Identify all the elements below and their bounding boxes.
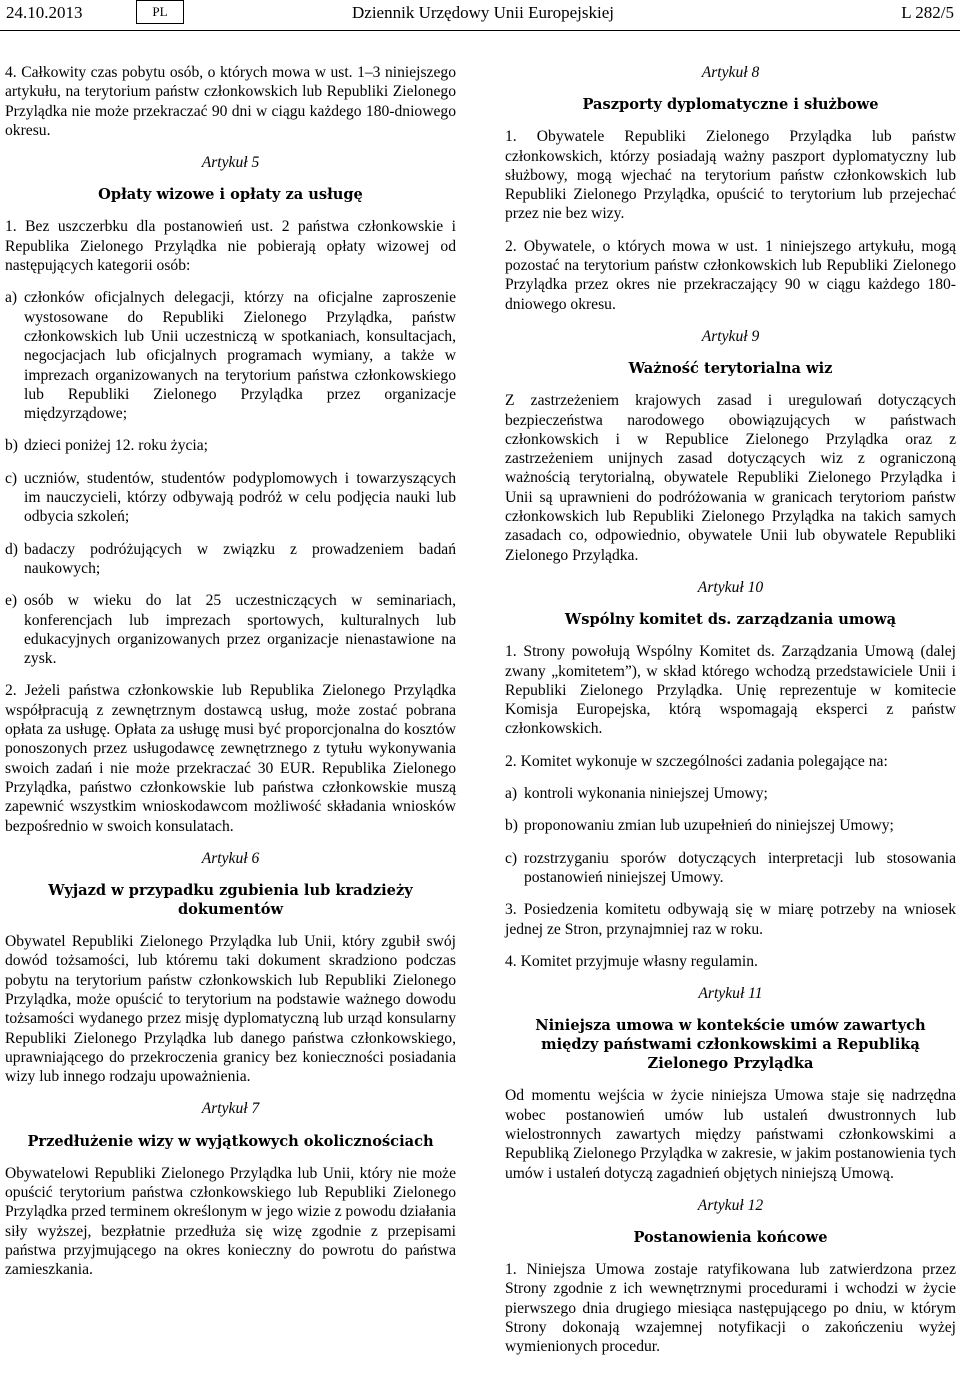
list-text: rozstrzyganiu sporów dotyczących interpretacji lub stosowania postanowień niniejszej Umowy. — [524, 849, 956, 886]
article-number: Artykuł 11 — [698, 985, 763, 1003]
paragraph: Od momentu wejścia w życie niniejsza Umowa staje się nadrzędna wobec postanowień umów lub ustaleń dwustronnych lub wielostronnych zawartych między państwami członkowskimi a Republiką Zielonego Przylądka w zakresie, w jakim postanowienia tych umów i ustaleń dotyczą zagadnień objętych niniejszą Umową. — [505, 1087, 956, 1182]
article-number: Artykuł 10 — [697, 578, 764, 596]
paragraph: 1. Bez uszczerbku dla postanowień ust. 2 państwa członkowskie i Republika Zielonego Przylądka nie pobierają opłaty wizowej od następujących kategorii osób: — [5, 218, 456, 275]
header-rule — [0, 30, 960, 31]
list-item — [505, 816, 956, 835]
list-item — [505, 849, 956, 888]
article-title: Paszporty dyplomatyczne i służbowe — [582, 96, 879, 114]
article-number: Artykuł 8 — [701, 64, 760, 81]
paragraph: Z zastrzeżeniem krajowych zasad i uregulowań dotyczących bezpieczeństwa narodowego obowiązujących w państwach członkowskich i w Republice Zielonego Przylądka oraz z zastrzeżeniem unijnych zasad dotyczących wiz z ograniczoną ważnością terytorialną, obywatele Republiki Zielonego Przylądka i Unii są uprawnieni do podróżowania w granicach terytoriom państw członkowskich lub Republiki Zielonego Przylądka na takich samych zasadach co, odpowiednio, obywatele Unii lub obywatele Republiki Zielonego Przylądka. — [505, 392, 956, 564]
right-column — [505, 63, 956, 1370]
article-number: Artykuł 9 — [701, 327, 760, 345]
list-label: b) — [5, 437, 18, 455]
language-badge: PL — [136, 0, 184, 24]
list-text: uczniów, studentów, studentów podyplomowych i towarzyszących im nauczycieli, którzy odbywają podróż w celu podjęcia nauki lub odbycia szkoleń; — [24, 469, 456, 526]
list-label: d) — [5, 540, 18, 558]
journal-title: Dziennik Urzędowy Unii Europejskiej — [352, 3, 615, 22]
article-number: Artykuł 5 — [201, 154, 260, 172]
list-item — [505, 784, 956, 803]
page-header — [0, 0, 960, 30]
list-item — [5, 436, 456, 455]
list-label: c) — [505, 849, 518, 867]
paragraph: 1. Obywatele Republiki Zielonego Przylądka lub państw członkowskich, którzy posiadają ważny paszport dyplomatyczny lub służbowy, mogą wjechać na terytorium państw członkowskich lub Republiki Zielonego Przylądka, opuścić to terytorium lub przejechać przez nie bez wizy. — [505, 128, 956, 223]
paragraph: 3. Posiedzenia komitetu odbywają się w miarę potrzeby na wniosek jednej ze Stron, przynajmniej raz w roku. — [505, 901, 956, 938]
list-item — [5, 540, 456, 579]
article-title: Wspólny komitet ds. zarządzania umową — [564, 611, 897, 629]
list-item — [5, 591, 456, 668]
list-text: dzieci poniżej 12. roku życia; — [24, 437, 209, 455]
paragraph: 2. Jeżeli państwa członkowskie lub Republika Zielonego Przylądka współpracują z zewnętrznym dostawcą usług, może zostać pobrana opłata za usługę. Opłata za usługę musi być proporcjonalna do kosztów ponoszonych przez usługodawcę zewnętrznego z tytułu wykonywania swoich zadań i nie może przekraczać 30 EUR. Republika Zielonego Przylądka, państwo członkowskie lub państwa członkowskie muszą zapewnić wszystkim wnioskodawcom możliwość składania wniosków bezpośrednio w swoich konsulatach. — [5, 682, 456, 835]
issue-date: 24.10.2013 — [6, 3, 83, 22]
list-label: b) — [505, 817, 518, 835]
left-column — [5, 63, 456, 1293]
paragraph: 1. Niniejsza Umowa zostaje ratyfikowana lub zatwierdzona przez Strony zgodnie z ich wewnętrznymi procedurami i wchodzi w życie pierwszego dnia drugiego miesiąca następującego po dniu, w którym Strony dokonają wzajemnej notyfikacji o zakończeniu wyżej wymienionych procedur. — [505, 1261, 956, 1356]
article-title: Przedłużenie wizy w wyjątkowych okolicznościach — [27, 1132, 434, 1150]
list-label: a) — [505, 785, 518, 803]
article-title: Wyjazd w przypadku zgubienia lub kradzieży dokumentów — [48, 882, 413, 919]
paragraph: Obywatel Republiki Zielonego Przylądka lub Unii, który zgubił swój dowód tożsamości, lub któremu taki dokument skradziono podczas pobytu na terytorium państw członkowskich lub Republiki Zielonego Przylądka, może opuścić to terytorium na podstawie ważnego dowodu tożsamości wydanego przez misję dyplomatyczną lub urząd konsularny Republiki Zielonego Przylądka lub danego państwa członkowskiego, uprawniającego do przekroczenia granicy bez konieczności posiadania wizy lub innego rodzaju upoważnienia. — [5, 933, 456, 1086]
article-title: Ważność terytorialna wiz — [628, 360, 833, 378]
paragraph: 1. Strony powołują Wspólny Komitet ds. Zarządzania Umową (dalej zwany „komitetem”), w skład którego wchodzą przedstawiciele Unii i Republiki Zielonego Przylądka. Unię reprezentuje w komitecie Komisja Europejska, którą wspomagają eksperci z państw członkowskich. — [505, 643, 956, 738]
list-text: kontroli wykonania niniejszej Umowy; — [524, 785, 768, 803]
list-text: badaczy podróżujących w związku z prowadzeniem badań naukowych; — [24, 540, 456, 577]
article-number: Artykuł 7 — [201, 1100, 260, 1118]
paragraph: 4. Całkowity czas pobytu osób, o których mowa w ust. 1–3 niniejszego artykułu, na terytorium państw członkowskich lub Republiki Zielonego Przylądka nie może przekraczać 90 dni w ciągu każdego 180-dniowego okresu. — [5, 64, 456, 139]
paragraph: 2. Komitet wykonuje w szczególności zadania polegające na: — [505, 752, 888, 770]
article-title: Postanowienia końcowe — [633, 1229, 828, 1247]
paragraph: Obywatelowi Republiki Zielonego Przylądka lub Unii, który nie może opuścić terytorium państwa członkowskiego lub Republiki Zielonego Przylądka przed terminem określonym w jego wizie z powodu działania siły wyższej, bezpłatnie przedłuża się wizę zgodnie z przepisami państwa przyjmującego na okres konieczny do powrotu do państwa zamieszkania. — [5, 1164, 456, 1279]
list-label: c) — [5, 469, 18, 487]
list-label: e) — [5, 592, 18, 610]
list-item — [5, 469, 456, 527]
list-text: członków oficjalnych delegacji, którzy na oficjalne zaproszenie wystosowane do Republiki Zielonego Przylądka, państw członkowskich lub Unii uczestniczą w spotkaniach, konsultacjach, negocjacjach lub oficjalnych programach wymiany, a także w imprezach organizowanych na terytorium państwa członkowskiego lub Republiki Zielonego Przylądka przez organizacje międzyrządowe; — [24, 289, 456, 423]
article-title: Niniejsza umowa w kontekście umów zawartych między państwami członkowskimi a Republiką Zielonego Przylądka — [535, 1017, 926, 1073]
list-text: osób w wieku do lat 25 uczestniczących w seminariach, konferencjach lub imprezach sportowych, kulturalnych lub edukacyjnych organizowanych przez organizacje nienastawione na zysk. — [24, 592, 456, 668]
paragraph: 4. Komitet przyjmuje własny regulamin. — [505, 952, 758, 970]
list-item — [5, 288, 456, 423]
article-number: Artykuł 6 — [201, 849, 260, 867]
page-reference: L 282/5 — [901, 3, 954, 22]
paragraph: 2. Obywatele, o których mowa w ust. 1 niniejszego artykułu, mogą pozostać na terytorium państw członkowskich lub Republiki Zielonego Przylądka przez okres nie przekraczający 90 w ciągu każdego 180-dniowego okresu. — [505, 237, 956, 313]
list-text: proponowaniu zmian lub uzupełnień do niniejszej Umowy; — [524, 817, 894, 835]
list-label: a) — [5, 289, 18, 307]
article-title: Opłaty wizowe i opłaty za usługę — [98, 186, 363, 204]
article-number: Artykuł 12 — [697, 1196, 764, 1214]
